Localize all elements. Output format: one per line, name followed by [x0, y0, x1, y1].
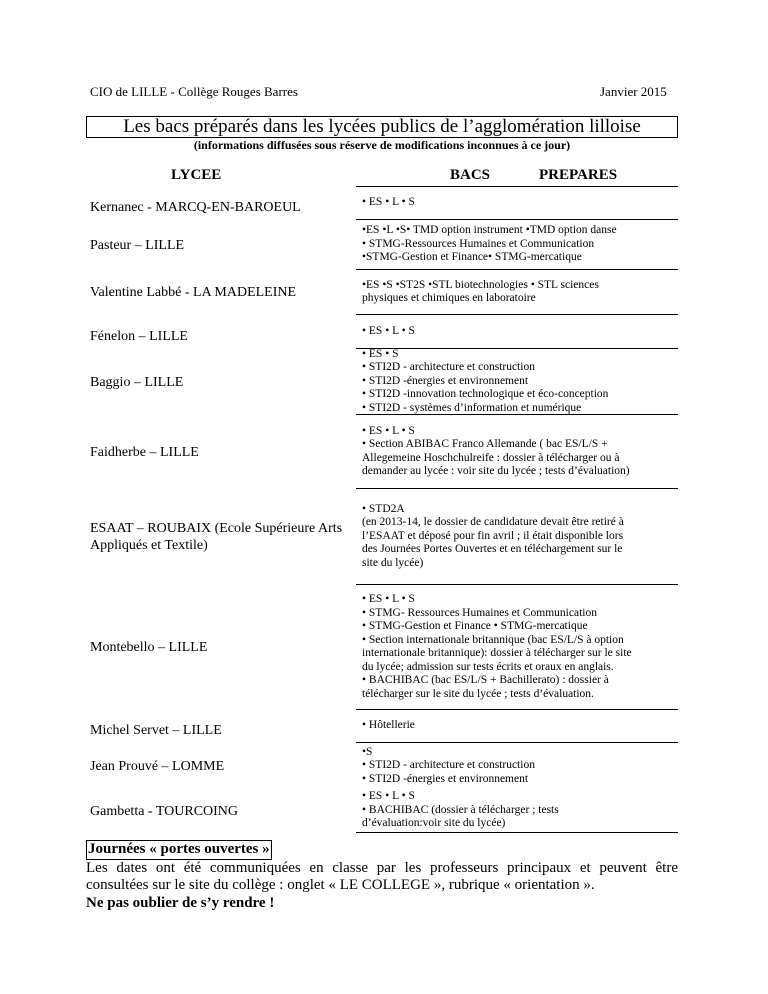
bac-line: d’évaluation:voir site du lycée) — [362, 817, 506, 830]
lycee-name: Gambetta - TOURCOING — [90, 803, 239, 819]
bacs-list — [356, 220, 678, 270]
lycee-name: Michel Servet – LILLE — [90, 723, 222, 738]
bac-line: • STMG-Ressources Humaines et Communication — [362, 237, 595, 250]
bac-line: • ES • L • S — [362, 593, 415, 605]
bac-line: des Journées Portes Ouvertes et en téléchargement sur le — [362, 543, 623, 556]
bac-line: télécharger sur le site du lycée ; tests d’évaluation. — [362, 687, 594, 700]
table-row — [86, 585, 678, 710]
portes-ouvertes-section — [86, 840, 678, 912]
bacs-list — [356, 270, 678, 315]
portes-ouvertes-title: Journées « portes ouvertes » — [86, 840, 272, 860]
table-row — [86, 349, 678, 415]
bac-line: site du lycée) — [362, 556, 424, 569]
portes-ouvertes-reminder: Ne pas oublier de s’y rendre ! — [86, 894, 275, 911]
column-header-prepares: PREPARES — [539, 167, 618, 183]
column-header-lycee: LYCEE — [171, 167, 222, 183]
bac-line: •ES •L •S• TMD option instrument •TMD option danse — [362, 224, 617, 237]
table-row — [86, 743, 678, 789]
table-row — [86, 186, 678, 220]
bac-line: •ES •S •ST2S •STL biotechnologies • STL sciences — [362, 278, 599, 291]
lycee-name: Jean Prouvé – LOMME — [90, 758, 225, 774]
lycee-name: Pasteur – LILLE — [90, 237, 185, 253]
bacs-list — [356, 349, 678, 415]
bac-line: • STI2D - architecture et construction — [362, 361, 535, 374]
column-header-bacs: BACS — [450, 167, 491, 183]
lycee-name: Baggio – LILLE — [90, 374, 184, 390]
bac-line: (en 2013-14, le dossier de candidature devait être retiré à — [362, 516, 624, 529]
table-row — [86, 415, 678, 489]
bac-line: •S — [362, 745, 373, 758]
bac-line: • STI2D -innovation technologique et éco-conception — [362, 388, 609, 401]
bac-line: • STI2D -énergies et environnement — [362, 374, 529, 387]
bacs-list — [356, 315, 678, 349]
bac-line: • STI2D -énergies et environnement — [362, 772, 529, 785]
bacs-list — [356, 743, 678, 789]
bacs-list — [356, 415, 678, 489]
bac-line: • Hôtellerie — [362, 719, 415, 732]
bac-line: • ES • S — [362, 347, 399, 360]
bac-line: • ES • L • S — [362, 196, 415, 209]
table-row — [86, 220, 678, 270]
lycee-name: Montebello – LILLE — [90, 640, 208, 655]
bacs-list — [356, 186, 678, 220]
bac-line: • ES • L • S — [362, 324, 415, 337]
header-date: Janvier 2015 — [600, 84, 667, 99]
bac-line: • STMG-Gestion et Finance • STMG-mercatique — [362, 620, 588, 632]
bac-line: • ES • L • S — [362, 790, 415, 803]
lycee-name: Kernanec - MARCQ-EN-BAROEUL — [90, 200, 301, 215]
bac-line: • STD2A — [362, 502, 405, 515]
lycee-name: ESAAT – ROUBAIX (Ecole Supérieure Arts Appliqués et Textile) — [90, 521, 343, 553]
bac-line: l’ESAAT et déposé pour fin avril ; il était disponible lors — [362, 529, 624, 542]
table-row — [86, 789, 678, 833]
bac-line: • Section ABIBAC Franco Allemande ( bac ES/L/S + — [362, 438, 608, 450]
table-row — [86, 710, 678, 743]
header-school: CIO de LILLE - Collège Rouges Barres — [90, 84, 298, 99]
bac-line: demander au lycée : voir site du lycée ; tests d’évaluation) — [362, 465, 630, 477]
bac-line: • BACHIBAC (bac ES/L/S + Bachillerato) : dossier à — [362, 674, 609, 686]
bac-line: •STMG-Gestion et Finance• STMG-mercatique — [362, 251, 582, 264]
bacs-list — [356, 489, 678, 585]
bacs-list — [356, 710, 678, 743]
bac-line: • STMG- Ressources Humaines et Communication — [362, 606, 597, 619]
bac-line: • STI2D - architecture et construction — [362, 759, 535, 772]
table-row — [86, 489, 678, 585]
bacs-list — [356, 789, 678, 833]
page-subtitle: (informations diffusées sous réserve de modifications inconnues à ce jour) — [193, 138, 571, 152]
bac-line: • BACHIBAC (dossier à télécharger ; tests — [362, 803, 559, 816]
table-row — [86, 315, 678, 349]
table-row — [86, 270, 678, 315]
bac-line: internationale britannique): dossier à télécharger sur le site — [362, 647, 632, 659]
lycee-name: Valentine Labbé - LA MADELEINE — [90, 285, 297, 300]
lycee-table — [86, 186, 678, 833]
bac-line: physiques et chimiques en laboratoire — [362, 292, 536, 304]
lycee-name: Fénelon – LILLE — [90, 329, 188, 344]
portes-ouvertes-text: Les dates ont été communiquées en classe par les professeurs principaux et peuvent être consultées sur le site du collège : onglet « LE COLLEGE », rubrique « orientation ». — [86, 859, 678, 893]
page-title: Les bacs préparés dans les lycées publics de l’agglomération lilloise — [86, 116, 678, 138]
bac-line: Allegemeine Hoschchulreife : dossier à télécharger ou à — [362, 451, 620, 464]
bac-line: • STI2D - systèmes d’information et numérique — [362, 401, 582, 414]
bacs-list — [356, 585, 678, 710]
bac-line: du lycée; admission sur tests écrits et oraux en anglais. — [362, 660, 614, 673]
bac-line: • Section internationale britannique (bac ES/L/S à option — [362, 633, 624, 646]
lycee-name: Faidherbe – LILLE — [90, 444, 199, 460]
bac-line: • ES • L • S — [362, 424, 415, 437]
